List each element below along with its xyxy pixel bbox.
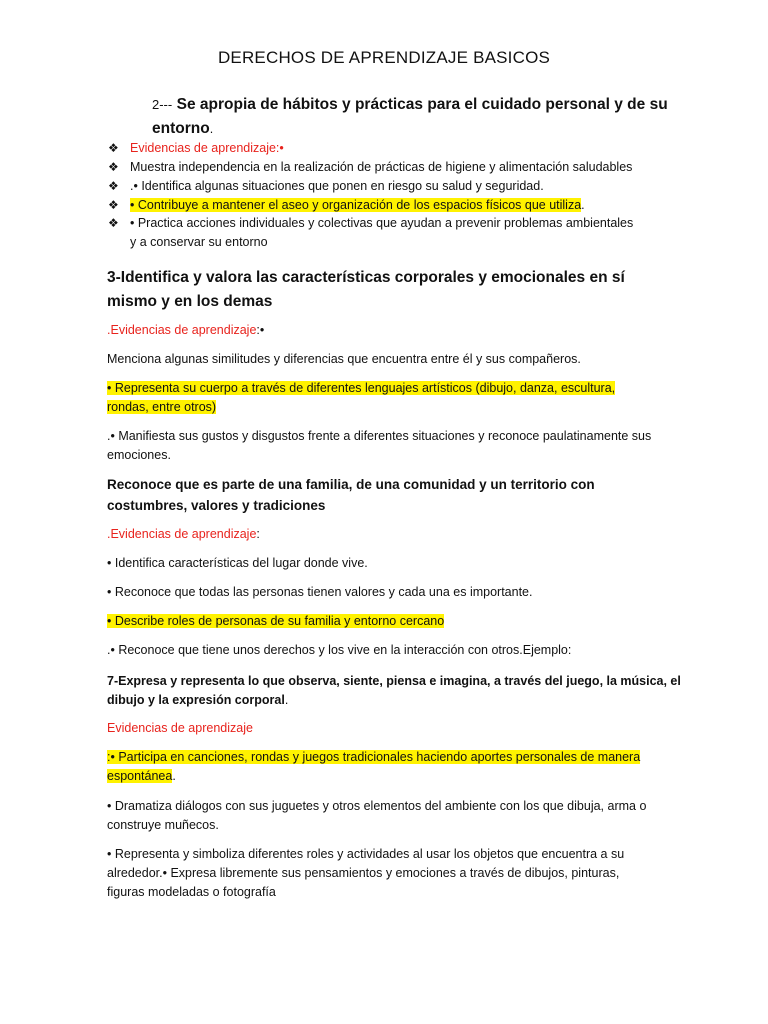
section2-evidencias-row: [108, 139, 690, 158]
section4-p3-wrap: [107, 612, 444, 631]
section2-item-1-text: Muestra independencia en la realización de prácticas de higiene y alimentación saludables: [130, 160, 633, 174]
section4-evidencias: [107, 525, 260, 544]
section3-evidencias-label: Evidencias de aprendizaje: [110, 323, 257, 337]
section7-p3-line1: • Representa y simboliza diferentes roles y actividades al usar los objetos que encuentra a su: [107, 847, 625, 861]
section7-p3-line3: figuras modeladas o fotografía: [107, 885, 276, 899]
section3-p3-line1: .• Manifiesta sus gustos y disgustos frente a diferentes situaciones y reconoce paulatinamente sus: [107, 429, 652, 443]
section4-p1: • Identifica características del lugar donde vive.: [107, 556, 368, 570]
section2-item-1: [108, 158, 690, 177]
section3-evidencias-prefix: .: [107, 323, 111, 337]
section3-p2-line2-wrap: [107, 398, 216, 417]
section2-item-4-cont: [130, 233, 690, 252]
section2-heading: [152, 93, 732, 116]
section7-p1-line2-wrap: [107, 767, 176, 786]
section2-item-3: [108, 196, 690, 215]
document-title: DERECHOS DE APRENDIZAJE BASICOS: [217, 48, 551, 67]
diamond-bullet-icon: ❖: [108, 141, 119, 155]
section2-heading-line1: Se apropia de hábitos y prácticas para el cuidado personal y de su: [176, 96, 668, 113]
section4-evidencias-suffix: :: [256, 527, 260, 541]
section3-heading-line2: mismo y en los demas: [107, 293, 273, 310]
section3-evidencias: [107, 321, 264, 340]
diamond-bullet-icon: ❖: [108, 179, 119, 193]
section3-p3-line2: emociones.: [107, 448, 171, 462]
section3-p1: Menciona algunas similitudes y diferencias que encuentra entre él y sus compañeros.: [107, 352, 581, 366]
section2-heading-line2: entorno: [152, 120, 210, 137]
section2-item-2: [108, 177, 690, 196]
section7-p1-line2: espontánea: [107, 769, 173, 783]
section3-evidencias-suffix: :•: [256, 323, 265, 337]
section2-heading-line2-end: .: [209, 122, 214, 136]
section2-evidencias-bullet: •: [279, 141, 284, 155]
section2-item-4-cont-text: y a conservar su entorno: [130, 235, 268, 249]
section7-p2-line2: construye muñecos.: [107, 818, 219, 832]
diamond-bullet-icon: ❖: [108, 198, 119, 212]
section2-evidencias-label: Evidencias de aprendizaje:: [130, 141, 280, 155]
section4-heading-line2: costumbres, valores y tradiciones: [107, 498, 326, 513]
section3-heading-line1: 3-Identifica y valora las características corporales y emocionales en sí: [107, 269, 625, 286]
section7-evidencias-label: Evidencias de aprendizaje: [107, 721, 253, 735]
diamond-bullet-icon: ❖: [108, 160, 119, 174]
section7-p1-line2-end: .: [172, 769, 176, 783]
section4-p3: • Describe roles de personas de su familia y entorno cercano: [107, 614, 445, 628]
section4-p2: • Reconoce que todas las personas tienen valores y cada una es importante.: [107, 585, 533, 599]
section7-heading-line2-wrap: [107, 691, 288, 710]
section2-item-3-end: .: [581, 198, 585, 212]
section3-p2-line2: rondas, entre otros): [107, 400, 217, 414]
section7-p3-line2: alrededor.• Expresa libremente sus pensamientos y emociones a través de dibujos, pinturas,: [107, 866, 620, 880]
diamond-bullet-icon: ❖: [108, 216, 119, 230]
section2-item-4: [108, 214, 690, 233]
section7-p1-line1: :• Participa en canciones, rondas y juegos tradicionales haciendo aportes personales de manera: [107, 750, 641, 764]
section2-heading-line2-wrap: [152, 117, 213, 140]
section7-heading-line1: 7-Expresa y representa lo que observa, siente, piensa e imagina, a través del juego, la música, el: [107, 674, 681, 688]
section3-p2-line1: • Representa su cuerpo a través de diferentes lenguajes artísticos (dibujo, danza, escultura,: [107, 381, 616, 395]
section7-heading-line2-end: .: [284, 693, 289, 707]
section4-heading-line1: Reconoce que es parte de una familia, de una comunidad y un territorio con: [107, 477, 595, 492]
section4-p4: .• Reconoce que tiene unos derechos y los vive en la interacción con otros.Ejemplo:: [107, 643, 572, 657]
section3-p2-line1-wrap: [107, 379, 615, 398]
section2-item-4-text: • Practica acciones individuales y colectivas que ayudan a prevenir problemas ambientales: [130, 216, 634, 230]
section4-evidencias-label: .Evidencias de aprendizaje: [107, 527, 257, 541]
section2-item-3-text: • Contribuye a mantener el aseo y organización de los espacios físicos que utiliza: [130, 198, 582, 212]
section2-number: 2---: [152, 97, 173, 112]
section7-heading-line2: dibujo y la expresión corporal: [107, 693, 285, 707]
section7-p1-line1-wrap: [107, 748, 640, 767]
section2-item-2-text: .• Identifica algunas situaciones que ponen en riesgo su salud y seguridad.: [130, 179, 544, 193]
section7-p2-line1: • Dramatiza diálogos con sus juguetes y otros elementos del ambiente con los que dibuja, arma o: [107, 799, 647, 813]
